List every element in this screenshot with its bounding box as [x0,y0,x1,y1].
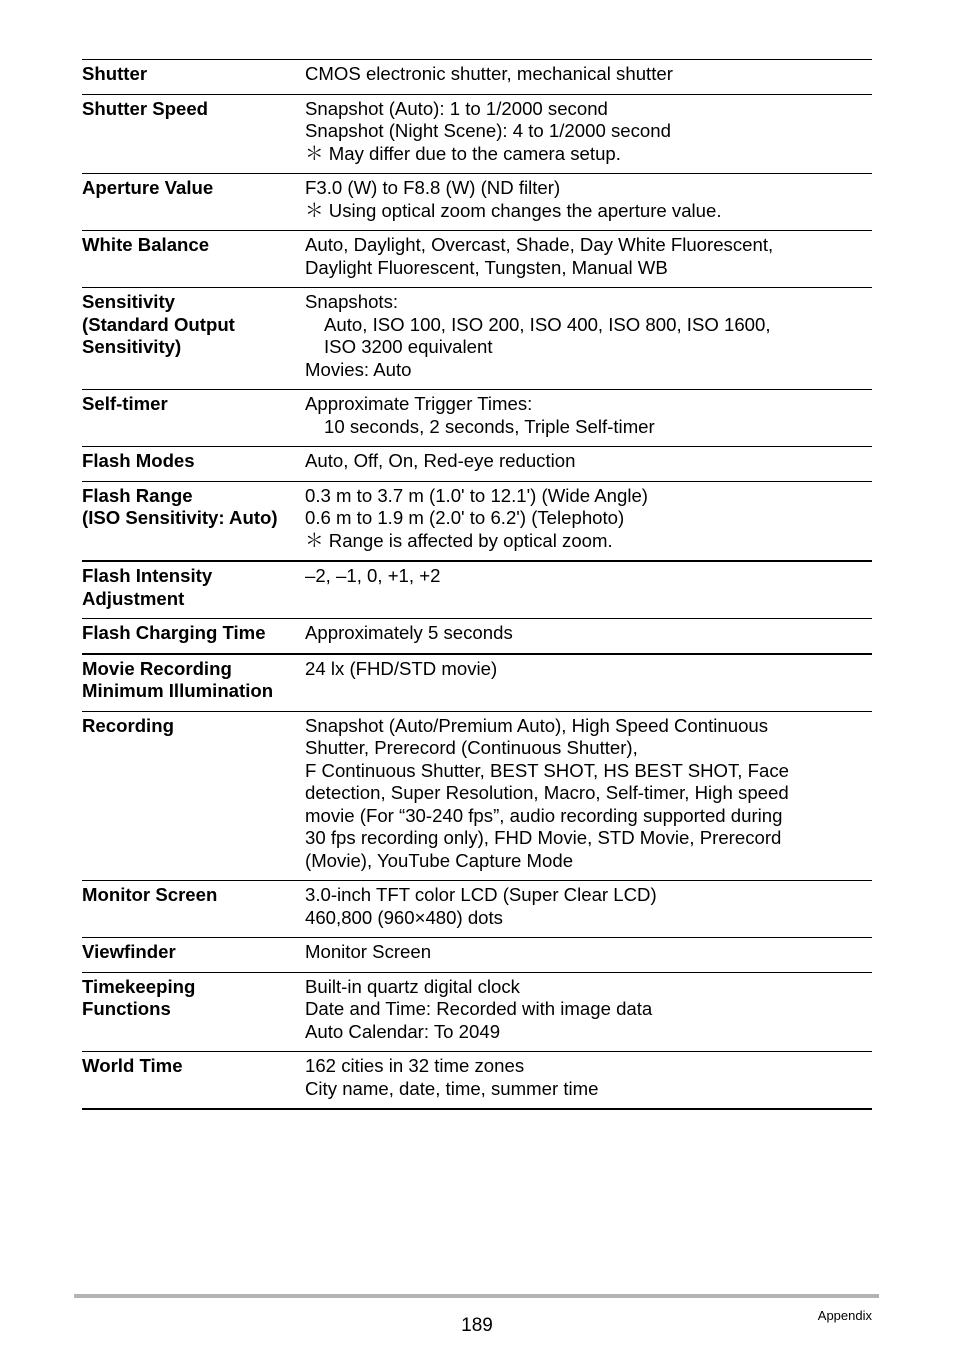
spec-label-line: Timekeeping [82,975,196,997]
spec-row [82,390,872,447]
spec-label-line: Adjustment [82,587,185,609]
spec-label [82,94,305,174]
spec-label-line: World Time [82,1055,183,1076]
spec-value [305,447,872,482]
spec-value [305,972,872,1052]
spec-value-line: Movies: Auto [305,358,412,380]
spec-value-line: ＊ Range is affected by optical zoom. [305,529,613,551]
spec-value-line: Monitor Screen [305,941,432,962]
spec-label-line: White Balance [82,234,210,255]
spec-value-line: 0.3 m to 3.7 m (1.0' to 12.1') (Wide Angle) [305,484,648,506]
spec-table [82,59,872,1110]
spec-value-line: detection, Super Resolution, Macro, Self-timer, High speed [305,782,789,803]
spec-value-line: Approximate Trigger Times: [305,393,533,414]
spec-value-line: City name, date, time, summer time [305,1077,599,1099]
spec-value-line: ＊ Using optical zoom changes the aperture value. [305,199,722,221]
spec-value-line: 3.0-inch TFT color LCD (Super Clear LCD) [305,884,657,905]
spec-value-line: (Movie), YouTube Capture Mode [305,849,574,871]
spec-label [82,447,305,482]
spec-value-line: 460,800 (960×480) dots [305,906,503,928]
spec-row [82,1052,872,1110]
spec-value-line: Built-in quartz digital clock [305,975,520,997]
spec-value-line: ＊ May differ due to the camera setup. [305,142,621,164]
spec-label-line: Aperture Value [82,177,214,198]
section-name: Appendix [817,1308,872,1323]
spec-label-line: Movie Recording [82,657,232,679]
spec-value-line: Snapshots: [305,291,399,312]
spec-row [82,619,872,654]
spec-row [82,654,872,712]
spec-value-line: Auto, ISO 100, ISO 200, ISO 400, ISO 800, ISO 1600, [324,313,771,335]
spec-value-line: Daylight Fluorescent, Tungsten, Manual WB [305,256,668,278]
spec-label-line: (Standard Output [82,313,235,335]
page-number: 189 [461,1315,493,1336]
spec-label-line: Monitor Screen [82,884,218,905]
spec-row [82,881,872,938]
spec-label-line: Flash Range [82,484,193,506]
spec-row [82,561,872,619]
spec-value-line: 30 fps recording only), FHD Movie, STD Movie, Prerecord [305,827,782,848]
spec-label [82,561,305,619]
spec-label [82,972,305,1052]
spec-label [82,231,305,288]
spec-label [82,881,305,938]
spec-table-body [82,60,872,1110]
spec-value [305,938,872,973]
spec-label-line: Shutter [82,63,148,84]
spec-value [305,231,872,288]
spec-label-line: Functions [82,998,171,1019]
spec-value-line: Auto, Off, On, Red-eye reduction [305,450,576,471]
spec-value-line: Snapshot (Auto): 1 to 1/2000 second [305,97,608,119]
spec-value-line: –2, –1, 0, +1, +2 [305,565,441,586]
spec-value-line: F3.0 (W) to F8.8 (W) (ND filter) [305,177,561,198]
spec-label-line: Shutter Speed [82,97,209,119]
spec-value-line: Auto, Daylight, Overcast, Shade, Day White Fluorescent, [305,234,774,255]
spec-label-line: Self-timer [82,393,168,414]
spec-value-line: 10 seconds, 2 seconds, Triple Self-timer [324,415,655,437]
spec-value [305,174,872,231]
spec-label [82,1052,305,1110]
spec-row [82,711,872,881]
spec-label [82,60,305,95]
spec-row [82,938,872,973]
spec-value-line: ISO 3200 equivalent [324,336,493,357]
spec-row [82,94,872,174]
spec-label [82,619,305,654]
spec-label-line: Flash Modes [82,450,195,471]
spec-value-line: 162 cities in 32 time zones [305,1055,525,1076]
spec-label [82,174,305,231]
spec-value [305,60,872,95]
spec-label [82,481,305,561]
spec-value [305,654,872,712]
spec-value-line: 0.6 m to 1.9 m (2.0' to 6.2') (Telephoto) [305,507,625,528]
spec-value [305,561,872,619]
spec-label [82,654,305,712]
spec-row [82,60,872,95]
spec-value [305,1052,872,1110]
spec-row [82,231,872,288]
spec-label-line: Flash Charging Time [82,622,266,643]
spec-value [305,881,872,938]
spec-label-line: Recording [82,714,174,736]
spec-label [82,288,305,390]
spec-value [305,481,872,561]
spec-label-line: (ISO Sensitivity: Auto) [82,507,278,528]
spec-label [82,711,305,881]
spec-label-line: Sensitivity) [82,336,182,357]
spec-value-line: Approximately 5 seconds [305,622,513,643]
spec-label-line: Sensitivity [82,291,176,312]
footer-rule [74,1294,879,1298]
spec-row [82,447,872,482]
spec-value-line: CMOS electronic shutter, mechanical shutter [305,63,673,84]
spec-value [305,711,872,881]
spec-value [305,390,872,447]
spec-label-line: Flash Intensity [82,565,213,586]
spec-value-line: 24 lx (FHD/STD movie) [305,657,498,679]
spec-label [82,390,305,447]
spec-value-line: Snapshot (Night Scene): 4 to 1/2000 second [305,120,671,141]
spec-row [82,288,872,390]
spec-value-line: Snapshot (Auto/Premium Auto), High Speed Continuous [305,714,769,736]
spec-value [305,94,872,174]
spec-row [82,174,872,231]
spec-row [82,481,872,561]
spec-value-line: F Continuous Shutter, BEST SHOT, HS BEST SHOT, Face [305,759,789,781]
spec-label-line: Minimum Illumination [82,680,274,701]
spec-value [305,288,872,390]
spec-label [82,938,305,973]
spec-row [82,972,872,1052]
spec-value-line: Date and Time: Recorded with image data [305,998,653,1019]
spec-value [305,619,872,654]
spec-value-line: Auto Calendar: To 2049 [305,1020,501,1042]
spec-label-line: Viewfinder [82,941,176,962]
spec-value-line: movie (For “30-240 fps”, audio recording supported during [305,804,783,826]
spec-value-line: Shutter, Prerecord (Continuous Shutter), [305,737,638,758]
